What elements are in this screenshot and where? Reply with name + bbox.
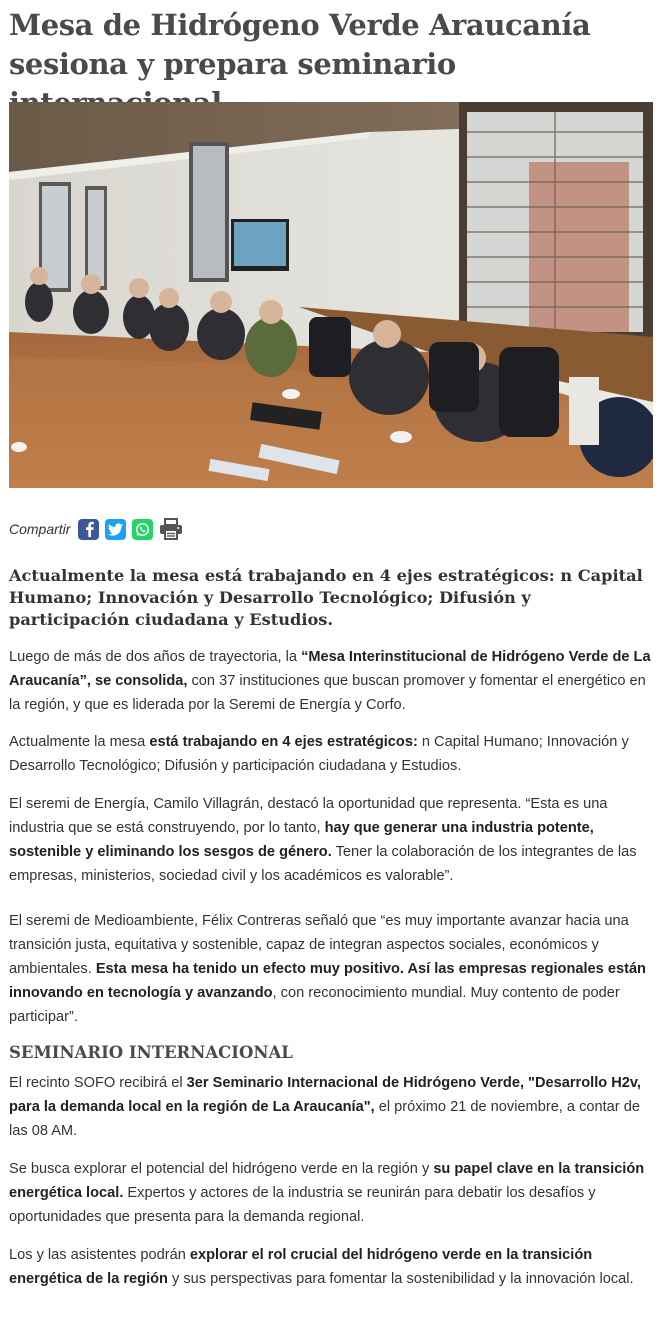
paragraph-4-bold: Esta mesa ha tenido un efecto muy positivo. Así las empresas regionales están innovando en tecnología y avanzando (9, 961, 646, 1001)
paragraph-5-text: El recinto SOFO recibirá el (9, 1075, 187, 1091)
paragraph-5 (9, 1071, 653, 1143)
paragraph-6 (9, 1157, 653, 1229)
article-lead: Actualmente la mesa está trabajando en 4 ejes estratégicos: n Capital Humano; Innovación y Desarrollo Tecnológico; Difusión y participación ciudadana y Estudios. (9, 566, 643, 629)
paragraph-2-text: Actualmente la mesa (9, 734, 150, 750)
paragraph-6-bold: su papel clave en la transición energética local. (9, 1161, 645, 1201)
paragraph-3 (9, 792, 653, 888)
paragraph-4-text: El seremi de Medioambiente, Félix Contreras señaló que “es muy importante avanzar hacia una transición justa, equitativa y sostenible, capaz de integran aspectos sociales, económicos y ambientales. (9, 913, 629, 977)
paragraph-3-bold: hay que generar una industria potente, sostenible y eliminando los sesgos de género. (9, 820, 594, 860)
paragraph-5-text-end: el próximo 21 de noviembre, a contar de las 08 AM. (9, 1099, 640, 1139)
paragraph-6-text-end: Expertos y actores de la industria se reunirán para debatir los desafíos y oportunidades que presenta para la demanda regional. (9, 1185, 596, 1225)
meeting-photo (9, 102, 653, 488)
paragraph-1-bold: “Mesa Interinstitucional de Hidrógeno Verde de La Araucanía”, se consolida, (9, 649, 651, 689)
twitter-icon[interactable] (105, 519, 126, 540)
whatsapp-icon[interactable] (132, 519, 153, 540)
paragraph-7-text-end: y sus perspectivas para fomentar la sostenibilidad y la innovación local. (167, 1271, 634, 1287)
paragraph-3-text: El seremi de Energía, Camilo Villagrán, destacó la oportunidad que representa. “Esta es una industria que se está construyendo, por lo tanto, (9, 796, 608, 836)
paragraph-3-text-end: Tener la colaboración de los integrantes de las empresas, ministerios, sociedad civil y los académicos es valorable”. (9, 844, 637, 884)
facebook-icon[interactable] (78, 519, 99, 540)
title-line-1: Mesa de Hidrógeno Verde Araucanía (9, 8, 591, 42)
paragraph-6-text: Se busca explorar el potencial del hidrógeno verde en la región y (9, 1161, 434, 1177)
paragraph-1-text-end: con 37 instituciones que buscan promover y fomentar el energético en la región, y que es liderada por la Seremi de Energía y Corfo. (9, 673, 646, 713)
paragraph-2-text-end: n Capital Humano; Innovación y Desarrollo Tecnológico; Difusión y participación ciudadana y Estudios. (9, 734, 629, 774)
share-bar (9, 516, 189, 542)
paragraph-7-text: Los y las asistentes podrán (9, 1247, 190, 1263)
section-heading: SEMINARIO INTERNACIONAL (9, 1043, 293, 1062)
title-line-2: sesiona y prepara seminario (9, 47, 456, 81)
paragraph-1 (9, 645, 653, 717)
print-icon[interactable] (159, 519, 183, 540)
share-label: Compartir (9, 521, 71, 537)
paragraph-1-text: Luego de más de dos años de trayectoria, la (9, 649, 302, 665)
paragraph-7 (9, 1243, 653, 1291)
paragraph-2-bold: está trabajando en 4 ejes estratégicos: (149, 734, 418, 750)
paragraph-2 (9, 730, 653, 778)
paragraph-5-bold: 3er Seminario Internacional de Hidrógeno Verde, "Desarrollo H2v, para la demanda local en la región de La Araucanía", (9, 1075, 641, 1115)
paragraph-4 (9, 909, 653, 1029)
paragraph-7-bold: explorar el rol crucial del hidrógeno verde en la transición energética de la región (9, 1247, 593, 1287)
paragraph-4-text-end: , con reconocimiento mundial. Muy contento de poder participar”. (9, 985, 620, 1025)
